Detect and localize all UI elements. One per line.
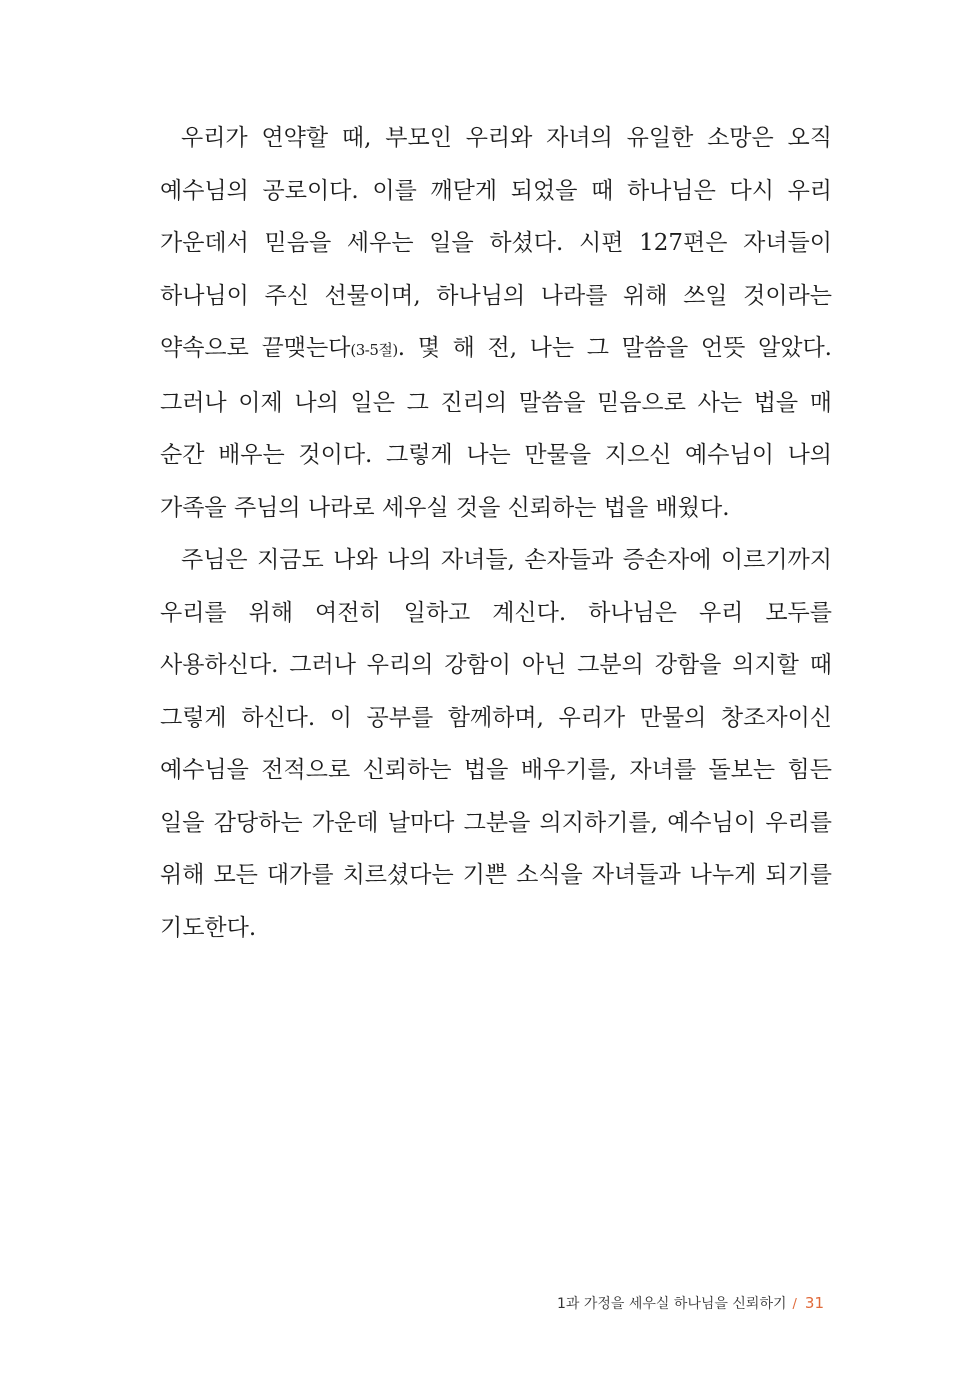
paragraph-1: [160, 112, 832, 534]
page-number: 31: [804, 1294, 824, 1312]
footer-separator: /: [792, 1297, 797, 1312]
running-footer: [557, 1292, 824, 1314]
paragraph-2: 주님은 지금도 나와 나의 자녀들, 손자들과 증손자에 이르기까지 우리를 위해 여전히 일하고 계신다. 하나님은 우리 모두를 사용하신다. 그러나 우리의 강함이 아닌 그분의 강함을 의지할 때 그렇게 하신다. 이 공부를 함께하며, 우리가 만물의 창조자이신 예수님을 전적으로 신뢰하는 법을 배우기를, 자녀를 돌보는 힘든 일을 감당하는 가운데 날마다 그분을 의지하기를, 예수님이 우리를 위해 모든 대가를 치르셨다는 기쁜 소식을 자녀들과 나누게 되기를 기도한다.: [160, 547, 832, 941]
body-text: [160, 112, 832, 954]
chapter-title: 1과 가정을 세우실 하나님을 신뢰하기: [556, 1296, 787, 1312]
scripture-citation: (3-5절): [350, 341, 398, 359]
paragraph-1-text-after: . 몇 해 전, 나는 그 말씀을 언뜻 알았다. 그러나 이제 나의 일은 그 진리의 말씀을 믿음으로 사는 법을 매 순간 배우는 것이다. 그렇게 나는 만물을 지으신 예수님이 나의 가족을 주님의 나라로 세우실 것을 신뢰하는 법을 배웠다.: [160, 335, 832, 521]
paragraph-1-text-before: 우리가 연약할 때, 부모인 우리와 자녀의 유일한 소망은 오직 예수님의 공로이다. 이를 깨닫게 되었을 때 하나님은 다시 우리 가운데서 믿음을 세우는 일을 하셨다. 시편 127편은 자녀들이 하나님이 주신 선물이며, 하나님의 나라를 위해 쓰일 것이라는 약속으로 끝맺는다: [160, 125, 832, 361]
